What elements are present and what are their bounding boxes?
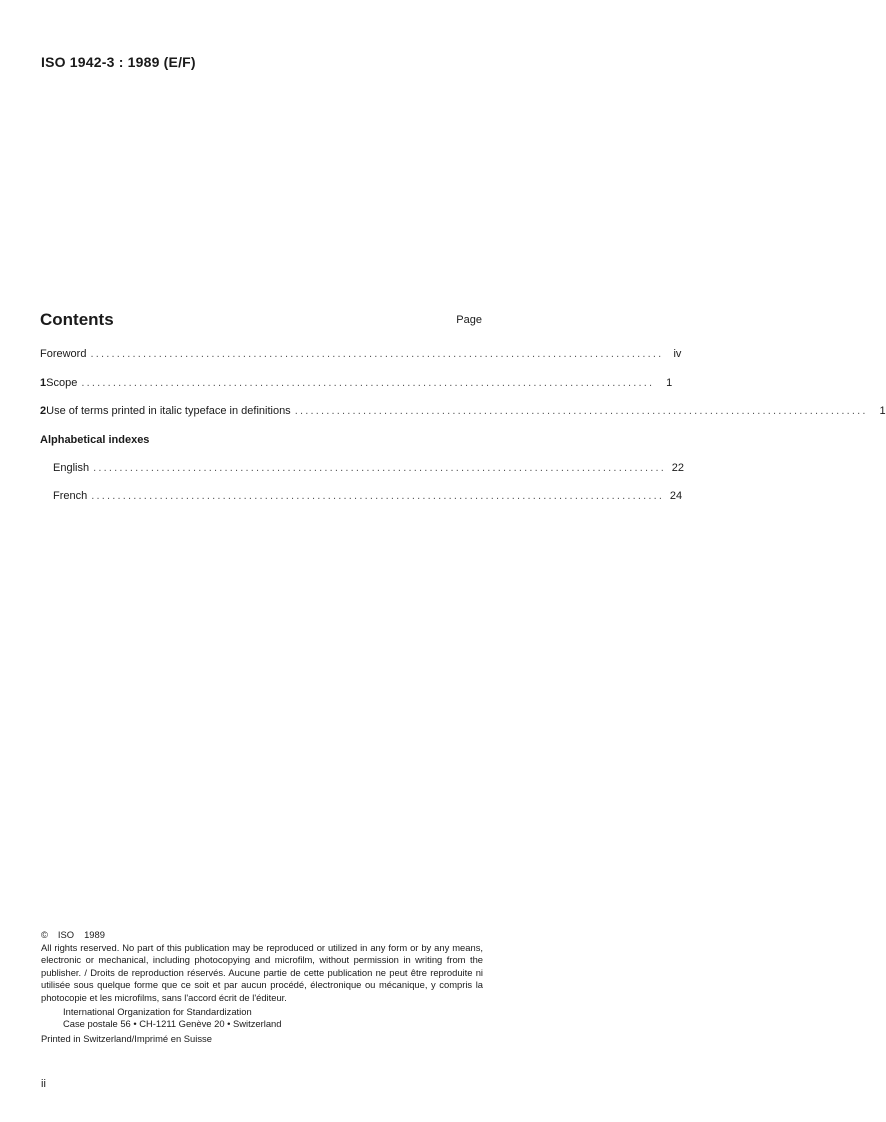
dot-leader: .............................................................................................................: [93, 462, 666, 474]
toc-entry-label: Scope: [46, 377, 78, 389]
dot-leader: .............................................................................................................: [90, 348, 664, 360]
copyright-org: ISO: [57, 929, 75, 940]
copyright-symbol: ©: [41, 929, 48, 940]
dot-leader: .............................................................................................................: [91, 490, 665, 502]
printed-in: Printed in Switzerland/Imprimé en Suisse: [41, 1032, 212, 1044]
contents-title: Contents: [40, 310, 114, 329]
toc-entry-index-french[interactable]: [53, 490, 683, 502]
toc-entry-italic-terms[interactable]: [40, 405, 886, 417]
toc-entry-page: 22: [671, 462, 684, 474]
toc-entry-foreword[interactable]: [40, 348, 682, 360]
page-number: ii: [41, 1078, 46, 1090]
toc-entry-label: Use of terms printed in italic typeface in definitions: [46, 405, 291, 417]
copyright-year: 1989: [84, 929, 105, 940]
dot-leader: .............................................................................................................: [81, 377, 655, 389]
toc-entry-label: French: [53, 490, 88, 502]
postal-address: Case postale 56 • CH-1211 Genève 20 • Switzerland: [63, 1018, 282, 1030]
toc-entry-label: English: [53, 462, 90, 474]
rights-statement: All rights reserved. No part of this publication may be reproduced or utilized in any form or by any means, electronic or mechanical, including photocopying and microfilm, without permission in writing from the publisher. / Droits de reproduction réservés. Aucune partie de cette publication ne peut être reproduite ni utilisée sous quelque forme que ce soit et par aucun procédé, électronique ou mécanique, y compris la photocopie et les microfilms, sans l'accord écrit de l'éditeur.: [41, 941, 483, 1003]
publisher-address: [41, 1006, 483, 1031]
copyright-block: [41, 929, 483, 1045]
copyright-line: [41, 929, 483, 942]
toc-entry-label: Foreword: [40, 348, 87, 360]
alphabetical-indexes-heading: Alphabetical indexes: [40, 434, 150, 446]
page-column-label: Page: [456, 314, 482, 326]
toc-entry-page: iv: [673, 348, 682, 360]
toc-entry-scope[interactable]: [40, 377, 673, 389]
toc-entry-index-english[interactable]: [53, 462, 684, 474]
organization-name: International Organization for Standardization: [63, 1005, 252, 1017]
toc-entry-page: 1: [666, 377, 673, 389]
dot-leader: .............................................................................................................: [294, 405, 868, 417]
toc-entry-number: 1: [40, 377, 47, 389]
toc-entry-page: 1: [879, 405, 886, 417]
toc-entry-number: 2: [40, 405, 47, 417]
toc-entry-page: 24: [669, 490, 683, 502]
document-id: ISO 1942-3 : 1989 (E/F): [41, 54, 196, 70]
